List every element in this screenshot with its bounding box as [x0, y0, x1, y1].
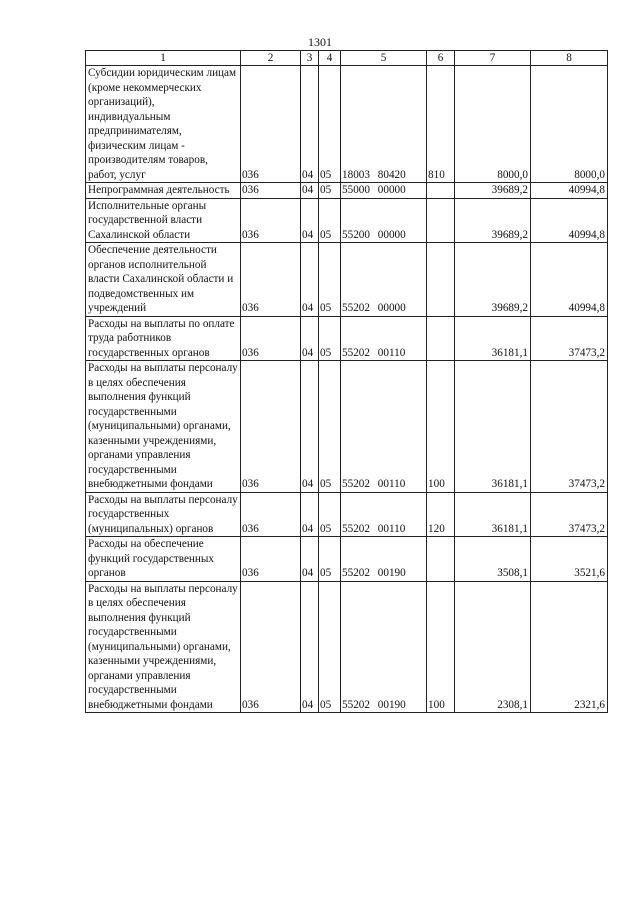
- row-admin-code: 036: [241, 581, 301, 713]
- row-sum-1: 3508,1: [455, 537, 531, 582]
- table-row: [86, 66, 608, 183]
- col-header-7: 7: [455, 51, 531, 66]
- row-sum-2: 2321,6: [531, 581, 608, 713]
- row-name: Расходы на выплаты персоналу в целях обеспечения выполнения функций государственными (муниципальными) органами, казенными учреждениями, органами управления государственными внебюджетными фондами: [86, 581, 241, 713]
- row-sum-2: 37473,2: [531, 492, 608, 537]
- row-section: 04: [301, 66, 319, 183]
- table-row: [86, 361, 608, 493]
- row-subsection: 05: [319, 198, 341, 243]
- row-subsection: 05: [319, 316, 341, 361]
- row-section: 04: [301, 316, 319, 361]
- row-subsection: 05: [319, 243, 341, 317]
- row-section: 04: [301, 243, 319, 317]
- col-header-1: 1: [86, 51, 241, 66]
- row-sum-1: 36181,1: [455, 316, 531, 361]
- row-sum-2: 8000,0: [531, 66, 608, 183]
- row-expense-type: 100: [427, 361, 455, 493]
- row-name: Субсидии юридическим лицам (кроме некоммерческих организаций), индивидуальным предпринимателям, физическим лицам - производителям товаров, работ, услуг: [86, 66, 241, 183]
- row-expense-type: [427, 316, 455, 361]
- row-target-item: 18003 80420: [341, 66, 427, 183]
- row-section: 04: [301, 492, 319, 537]
- row-admin-code: 036: [241, 361, 301, 493]
- table-row: [86, 198, 608, 243]
- row-sum-1: 36181,1: [455, 492, 531, 537]
- table-row: [86, 243, 608, 317]
- row-sum-1: 36181,1: [455, 361, 531, 493]
- row-target-item: 55202 00000: [341, 243, 427, 317]
- row-name: Непрограммная деятельность: [86, 183, 241, 199]
- col-header-6: 6: [427, 51, 455, 66]
- table-row: [86, 581, 608, 713]
- col-header-4: 4: [319, 51, 341, 66]
- row-sum-2: 37473,2: [531, 361, 608, 493]
- row-sum-1: 39689,2: [455, 243, 531, 317]
- col-header-2: 2: [241, 51, 301, 66]
- row-target-item: 55200 00000: [341, 198, 427, 243]
- col-header-8: 8: [531, 51, 608, 66]
- row-name: Расходы на выплаты по оплате труда работников государственных органов: [86, 316, 241, 361]
- row-section: 04: [301, 537, 319, 582]
- row-expense-type: 810: [427, 66, 455, 183]
- row-name: Расходы на выплаты персоналу государственных (муниципальных) органов: [86, 492, 241, 537]
- row-expense-type: [427, 537, 455, 582]
- row-target-item: 55202 00110: [341, 316, 427, 361]
- row-subsection: 05: [319, 66, 341, 183]
- col-header-5: 5: [341, 51, 427, 66]
- row-target-item: 55202 00110: [341, 361, 427, 493]
- budget-table: [85, 50, 608, 713]
- row-admin-code: 036: [241, 492, 301, 537]
- row-sum-1: 39689,2: [455, 198, 531, 243]
- row-sum-2: 3521,6: [531, 537, 608, 582]
- row-sum-1: 39689,2: [455, 183, 531, 199]
- page-number: 1301: [308, 35, 332, 49]
- row-admin-code: 036: [241, 198, 301, 243]
- col-header-3: 3: [301, 51, 319, 66]
- row-expense-type: 120: [427, 492, 455, 537]
- row-admin-code: 036: [241, 316, 301, 361]
- row-target-item: 55202 00110: [341, 492, 427, 537]
- row-admin-code: 036: [241, 66, 301, 183]
- table-row: [86, 537, 608, 582]
- row-target-item: 55000 00000: [341, 183, 427, 199]
- row-admin-code: 036: [241, 183, 301, 199]
- row-sum-1: 8000,0: [455, 66, 531, 183]
- row-section: 04: [301, 361, 319, 493]
- row-expense-type: [427, 183, 455, 199]
- row-subsection: 05: [319, 183, 341, 199]
- row-name: Обеспечение деятельности органов исполнительной власти Сахалинской области и подведомственных им учреждений: [86, 243, 241, 317]
- row-subsection: 05: [319, 581, 341, 713]
- row-target-item: 55202 00190: [341, 537, 427, 582]
- row-sum-1: 2308,1: [455, 581, 531, 713]
- row-sum-2: 40994,8: [531, 183, 608, 199]
- row-name: Расходы на выплаты персоналу в целях обеспечения выполнения функций государственными (муниципальными) органами, казенными учреждениями, органами управления государственными внебюджетными фондами: [86, 361, 241, 493]
- row-target-item: 55202 00190: [341, 581, 427, 713]
- row-sum-2: 37473,2: [531, 316, 608, 361]
- table-row: [86, 492, 608, 537]
- row-expense-type: [427, 198, 455, 243]
- row-sum-2: 40994,8: [531, 243, 608, 317]
- header-row: [86, 51, 608, 66]
- row-subsection: 05: [319, 361, 341, 493]
- row-sum-2: 40994,8: [531, 198, 608, 243]
- row-subsection: 05: [319, 492, 341, 537]
- row-section: 04: [301, 183, 319, 199]
- row-section: 04: [301, 581, 319, 713]
- row-name: Исполнительные органы государственной власти Сахалинской области: [86, 198, 241, 243]
- row-admin-code: 036: [241, 537, 301, 582]
- table-row: [86, 183, 608, 199]
- row-expense-type: 100: [427, 581, 455, 713]
- table-row: [86, 316, 608, 361]
- row-subsection: 05: [319, 537, 341, 582]
- row-expense-type: [427, 243, 455, 317]
- row-section: 04: [301, 198, 319, 243]
- row-admin-code: 036: [241, 243, 301, 317]
- row-name: Расходы на обеспечение функций государственных органов: [86, 537, 241, 582]
